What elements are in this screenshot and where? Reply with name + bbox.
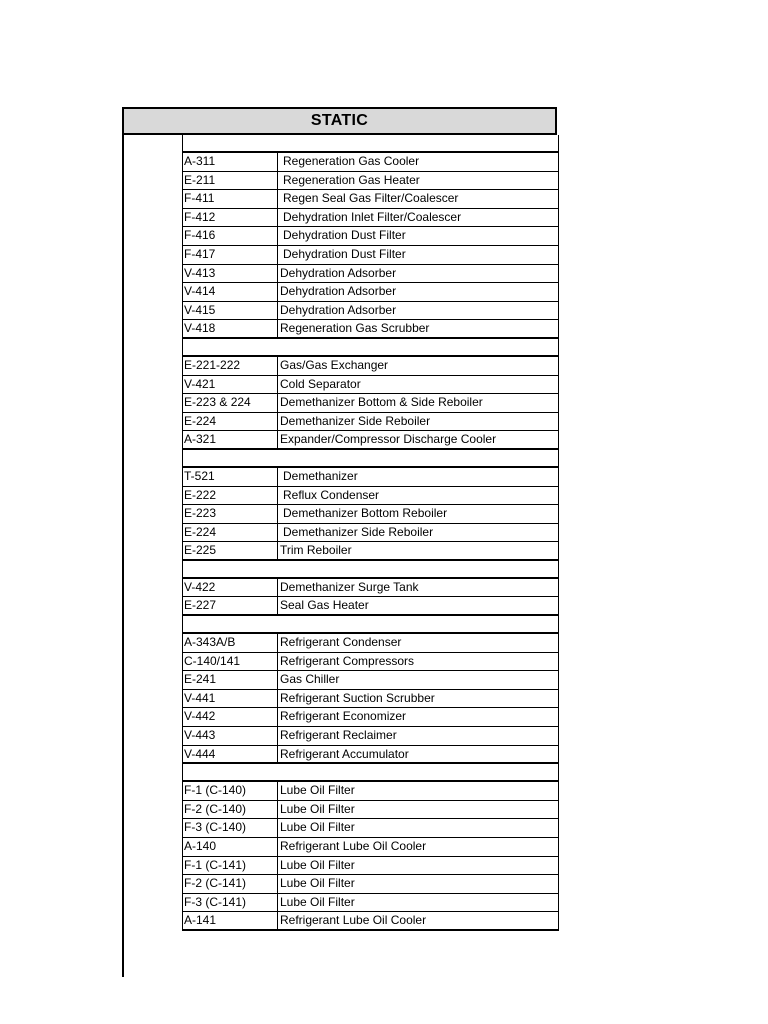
equipment-tag: A-141 — [183, 912, 278, 929]
equipment-description: Lube Oil Filter — [280, 876, 355, 891]
table-row — [182, 875, 559, 894]
table-row — [182, 302, 559, 321]
equipment-tag: C-140/141 — [183, 653, 278, 671]
group-spacer — [182, 450, 559, 468]
table-row — [182, 912, 559, 931]
equipment-description: Lube Oil Filter — [280, 857, 355, 872]
equipment-description: Refrigerant Suction Scrubber — [280, 690, 435, 705]
table-row — [182, 524, 559, 543]
equipment-description: Regeneration Gas Cooler — [283, 154, 420, 168]
table-row — [182, 468, 559, 487]
table-row — [182, 894, 559, 913]
equipment-description: Refrigerant Lube Oil Cooler — [280, 839, 427, 853]
equipment-tag: F-2 (C-140) — [183, 801, 278, 819]
table-row — [182, 579, 559, 598]
equipment-description: Dehydration Adsorber — [280, 265, 397, 280]
equipment-table — [182, 135, 559, 931]
equipment-description: Demethanizer Surge Tank — [280, 579, 419, 594]
equipment-tag: V-421 — [183, 376, 278, 394]
equipment-tag: F-2 (C-141) — [183, 875, 278, 893]
equipment-tag: A-321 — [183, 431, 278, 448]
table-row — [182, 653, 559, 672]
equipment-description: Gas/Gas Exchanger — [280, 357, 389, 372]
group-spacer — [182, 616, 559, 634]
equipment-tag: F-417 — [183, 246, 278, 264]
equipment-tag: V-414 — [183, 283, 278, 301]
equipment-description: Trim Reboiler — [280, 543, 352, 558]
equipment-description: Refrigerant Condenser — [280, 635, 402, 650]
equipment-tag: V-413 — [183, 265, 278, 283]
equipment-tag: A-343A/B — [183, 634, 278, 652]
table-row — [182, 431, 559, 450]
equipment-description: Demethanizer Bottom & Side Reboiler — [280, 395, 483, 410]
equipment-tag: V-418 — [183, 320, 278, 337]
table-row — [182, 505, 559, 524]
table-row — [182, 357, 559, 376]
table-row — [182, 542, 559, 561]
equipment-description: Regen Seal Gas Filter/Coalescer — [283, 191, 459, 206]
table-row — [182, 153, 559, 172]
equipment-tag: E-227 — [183, 597, 278, 614]
table-row — [182, 671, 559, 690]
table-row — [182, 394, 559, 413]
table-row — [182, 413, 559, 432]
equipment-tag: E-225 — [183, 542, 278, 559]
equipment-tag: F-1 (C-140) — [183, 782, 278, 800]
table-row — [182, 819, 559, 838]
equipment-tag: V-443 — [183, 727, 278, 745]
equipment-description: Lube Oil Filter — [280, 801, 355, 816]
equipment-description: Gas Chiller — [280, 672, 340, 687]
group-spacer — [182, 764, 559, 782]
equipment-description: Demethanizer — [283, 468, 358, 483]
sheet-title: STATIC — [122, 107, 557, 135]
equipment-tag: E-223 & 224 — [183, 394, 278, 412]
equipment-tag: E-222 — [183, 487, 278, 505]
equipment-description: Lube Oil Filter — [280, 783, 355, 798]
table-row — [182, 376, 559, 395]
equipment-tag: F-416 — [183, 227, 278, 245]
equipment-tag: E-241 — [183, 671, 278, 689]
equipment-description: Lube Oil Filter — [280, 820, 355, 835]
equipment-tag: E-224 — [183, 413, 278, 431]
equipment-tag: V-441 — [183, 690, 278, 708]
table-row — [182, 838, 559, 857]
equipment-tag: F-412 — [183, 209, 278, 227]
equipment-description: Regeneration Gas Scrubber — [280, 321, 430, 336]
equipment-description: Expander/Compressor Discharge Cooler — [280, 432, 497, 447]
table-row — [182, 265, 559, 284]
equipment-description: Demethanizer Side Reboiler — [283, 524, 434, 539]
equipment-description: Reflux Condenser — [283, 487, 380, 502]
equipment-tag: V-415 — [183, 302, 278, 320]
equipment-description: Refrigerant Compressors — [280, 653, 415, 668]
table-row — [182, 801, 559, 820]
equipment-tag: F-411 — [183, 190, 278, 208]
equipment-description: Dehydration Dust Filter — [283, 246, 406, 261]
equipment-description: Refrigerant Reclaimer — [280, 728, 397, 743]
equipment-tag: A-140 — [183, 838, 278, 856]
equipment-description: Regeneration Gas Heater — [283, 172, 420, 187]
equipment-tag: F-3 (C-141) — [183, 894, 278, 912]
equipment-description: Dehydration Adsorber — [280, 284, 397, 299]
equipment-tag: T-521 — [183, 468, 278, 486]
table-row — [182, 782, 559, 801]
sheet-body — [122, 135, 557, 977]
equipment-description: Refrigerant Accumulator — [280, 746, 409, 761]
table-row — [182, 708, 559, 727]
equipment-description: Dehydration Inlet Filter/Coalescer — [283, 209, 462, 224]
equipment-description: Cold Separator — [280, 376, 361, 391]
equipment-description: Seal Gas Heater — [280, 598, 369, 613]
table-row — [182, 746, 559, 765]
equipment-description: Demethanizer Side Reboiler — [280, 413, 431, 428]
equipment-tag: E-223 — [183, 505, 278, 523]
table-row — [182, 690, 559, 709]
equipment-description: Dehydration Adsorber — [280, 302, 397, 317]
equipment-tag: E-211 — [183, 172, 278, 190]
table-row — [182, 597, 559, 616]
equipment-description: Dehydration Dust Filter — [283, 228, 406, 243]
equipment-description: Lube Oil Filter — [280, 894, 355, 909]
table-row — [182, 172, 559, 191]
equipment-tag: A-311 — [183, 153, 278, 171]
equipment-description: Refrigerant Lube Oil Cooler — [280, 913, 427, 928]
table-row — [182, 190, 559, 209]
table-row — [182, 857, 559, 876]
table-row — [182, 487, 559, 506]
table-row — [182, 246, 559, 265]
table-row — [182, 283, 559, 302]
equipment-tag: V-442 — [183, 708, 278, 726]
equipment-tag: F-3 (C-140) — [183, 819, 278, 837]
equipment-sheet — [122, 107, 557, 977]
equipment-tag: E-221-222 — [183, 357, 278, 375]
equipment-description: Demethanizer Bottom Reboiler — [283, 506, 448, 521]
table-row — [182, 727, 559, 746]
table-row — [182, 634, 559, 653]
table-row — [182, 209, 559, 228]
table-row — [182, 227, 559, 246]
equipment-tag: E-224 — [183, 524, 278, 542]
equipment-tag: V-444 — [183, 746, 278, 763]
equipment-description: Refrigerant Economizer — [280, 709, 407, 724]
equipment-tag: V-422 — [183, 579, 278, 597]
table-row — [182, 320, 559, 339]
group-spacer — [182, 135, 559, 153]
equipment-tag: F-1 (C-141) — [183, 857, 278, 875]
group-spacer — [182, 339, 559, 357]
group-spacer — [182, 561, 559, 579]
